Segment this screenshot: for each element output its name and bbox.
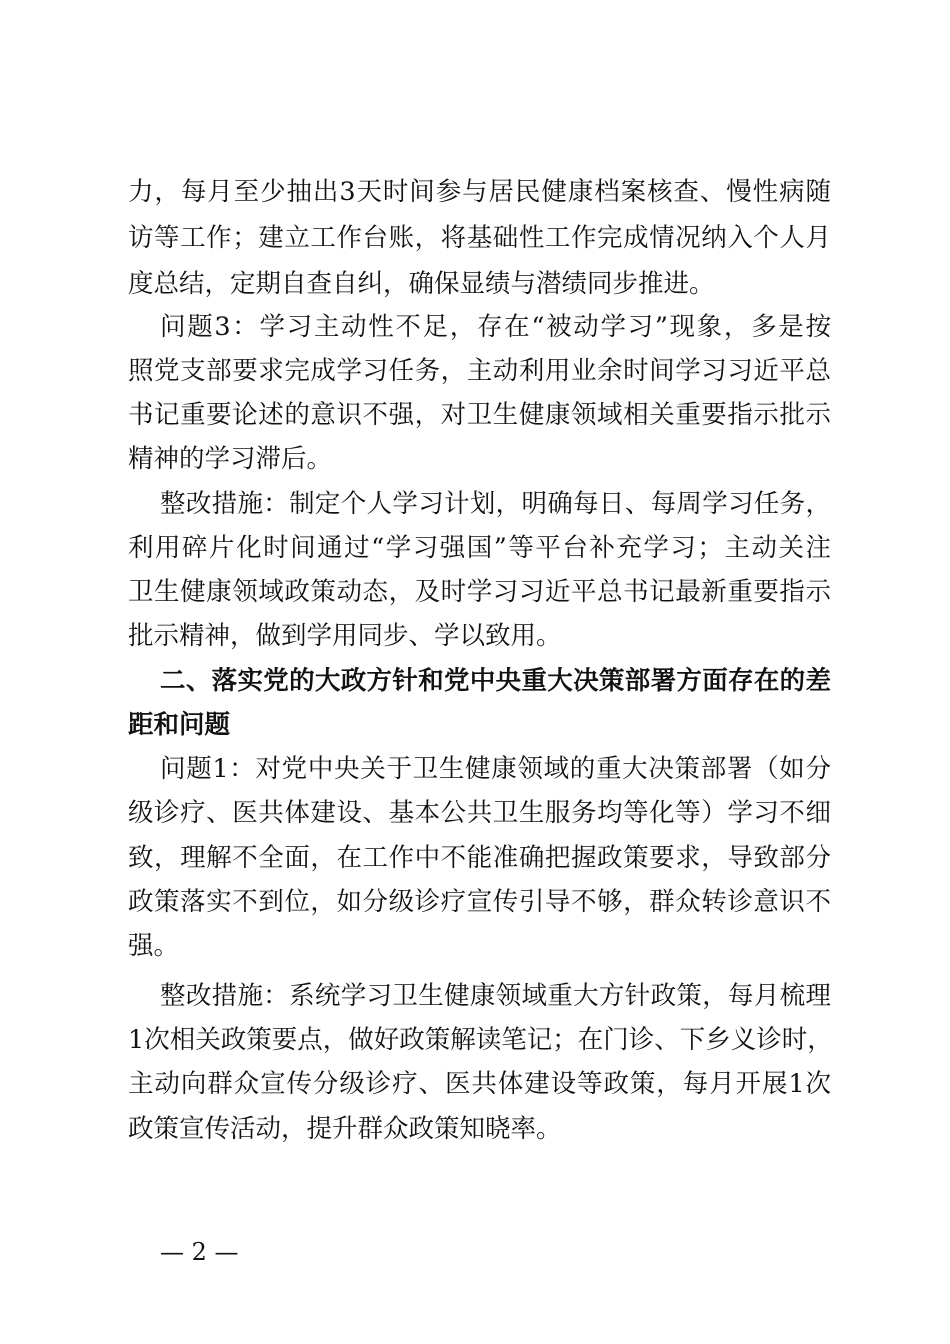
paragraph-line: 卫生健康领域政策动态，及时学习习近平总书记最新重要指示 — [128, 577, 831, 607]
paragraph-line: 力，每月至少抽出3天时间参与居民健康档案核查、慢性病随 — [128, 177, 831, 207]
paragraph-line: 级诊疗、医共体建设、基本公共卫生服务均等化等）学习不细 — [128, 798, 831, 828]
paragraph-line: 问题3：学习主动性不足，存在“被动学习”现象，多是按 — [160, 312, 831, 342]
paragraph-line: 度总结，定期自查自纠，确保显绩与潜绩同步推进。 — [128, 269, 715, 299]
paragraph-line: 书记重要论述的意识不强，对卫生健康领域相关重要指示批示 — [128, 400, 831, 430]
paragraph-line: 批示精神，做到学用同步、学以致用。 — [128, 621, 562, 651]
paragraph-line: 利用碎片化时间通过“学习强国”等平台补充学习；主动关注 — [128, 533, 831, 563]
paragraph-line: 精神的学习滞后。 — [128, 444, 333, 474]
paragraph-line: 访等工作；建立工作台账，将基础性工作完成情况纳入个人月 — [128, 223, 831, 253]
paragraph-line: 1次相关政策要点，做好政策解读笔记；在门诊、下乡义诊时， — [128, 1025, 833, 1055]
section-heading-line: 二、落实党的大政方针和党中央重大决策部署方面存在的差 — [160, 666, 831, 696]
paragraph-line: 整改措施：制定个人学习计划，明确每日、每周学习任务， — [160, 489, 831, 519]
paragraph-line: 政策宣传活动，提升群众政策知晓率。 — [128, 1114, 562, 1144]
section-heading-line: 距和问题 — [128, 710, 231, 740]
paragraph-line: 整改措施：系统学习卫生健康领域重大方针政策，每月梳理 — [160, 981, 831, 1011]
paragraph-line: 致，理解不全面，在工作中不能准确把握政策要求，导致部分 — [128, 843, 831, 873]
page-number: — 2 — — [160, 1238, 239, 1266]
paragraph-line: 政策落实不到位，如分级诊疗宣传引导不够，群众转诊意识不 — [128, 887, 831, 917]
paragraph-line: 照党支部要求完成学习任务，主动利用业余时间学习习近平总 — [128, 356, 831, 386]
paragraph-line: 问题1：对党中央关于卫生健康领域的重大决策部署（如分 — [160, 754, 831, 784]
paragraph-line: 强。 — [128, 931, 180, 961]
paragraph-line: 主动向群众宣传分级诊疗、医共体建设等政策，每月开展1次 — [128, 1069, 831, 1099]
